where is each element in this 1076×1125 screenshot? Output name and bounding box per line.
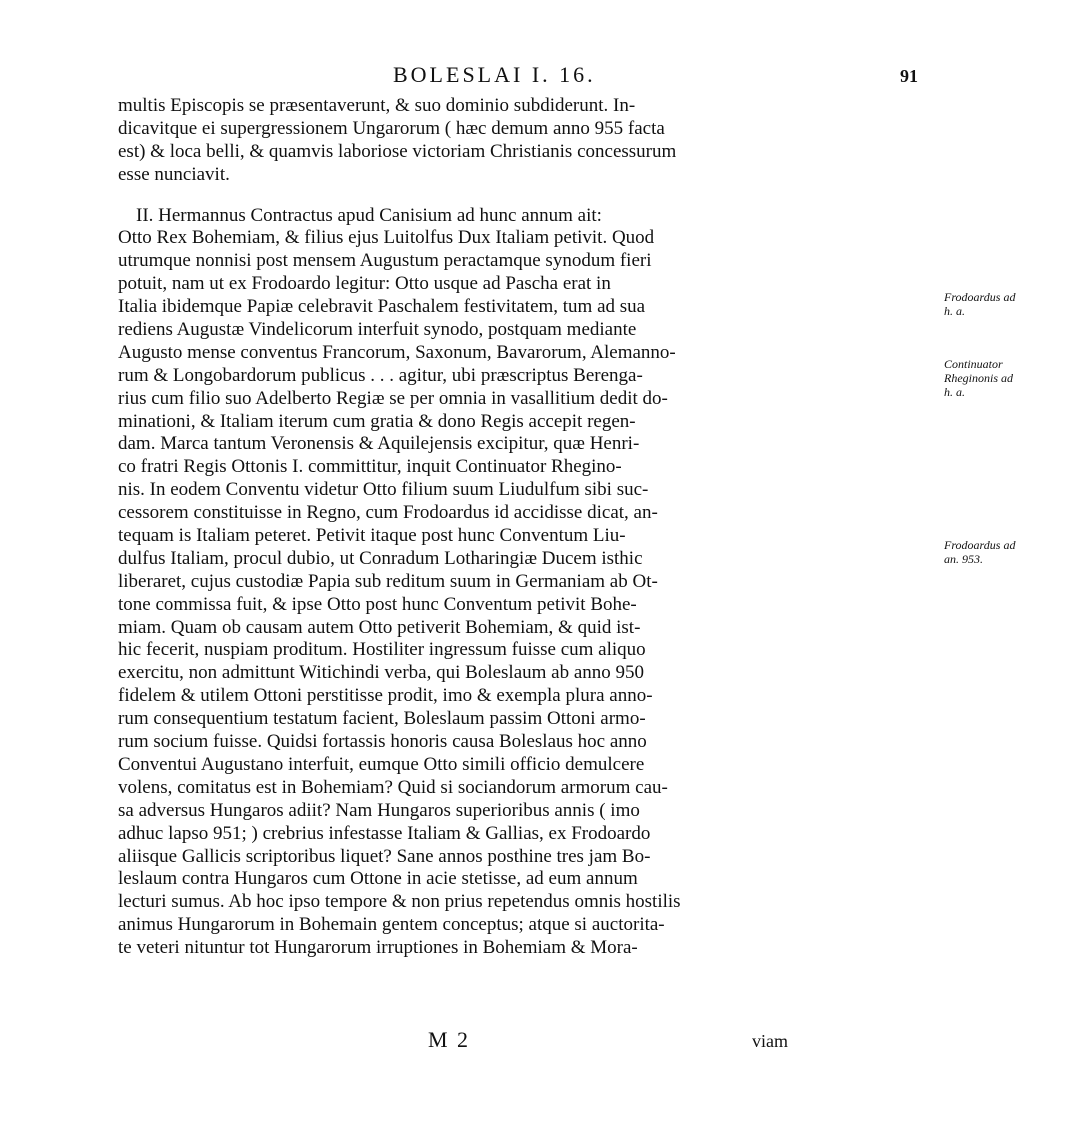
text-line: volens, comitatus est in Bohemiam? Quid si sociandorum armorum cau- [118, 776, 668, 798]
text-line: liberaret, cujus custodiæ Papia sub reditum suum in Germaniam ab Ot- [118, 570, 658, 592]
page-header [0, 62, 960, 92]
text-line: dulfus Italiam, procul dubio, ut Conradum Lotharingiæ Ducem isthic [118, 547, 643, 569]
text-line: sa adversus Hungaros adiit? Nam Hungaros superioribus annis ( imo [118, 799, 640, 821]
text-line: Augusto mense conventus Francorum, Saxonum, Bavarorum, Alemanno- [118, 341, 676, 363]
text-line: II. Hermannus Contractus apud Canisium ad hunc annum ait: [136, 204, 602, 226]
text-line: tone commissa fuit, & ipse Otto post hunc Conventum petivit Bohe- [118, 593, 637, 615]
margin-note-line: Frodoardus ad [944, 538, 1016, 552]
text-line: rum & Longobardorum publicus . . . agitur, ubi præscriptus Berenga- [118, 364, 643, 386]
margin-note-line: Rheginonis ad [944, 371, 1013, 385]
page-footer [0, 1027, 960, 1055]
text-line: cessorem constituisse in Regno, cum Frodoardus id accidisse dicat, an- [118, 502, 658, 524]
margin-note-line: h. a. [944, 385, 965, 399]
text-line: adhuc lapso 951; ) crebrius infestasse Italiam & Gallias, ex Frodoardo [118, 822, 651, 844]
text-line: co fratri Regis Ottonis I. committitur, inquit Continuator Rhegino- [118, 456, 622, 478]
margin-note-line: h. a. [944, 304, 965, 318]
margin-note-1 [944, 290, 1015, 318]
running-head: BOLESLAI I. 16. [393, 62, 596, 87]
text-line: rediens Augustæ Vindelicorum interfuit synodo, postquam mediante [118, 319, 637, 341]
text-line: miam. Quam ob causam autem Otto petiverit Bohemiam, & quid ist- [118, 616, 641, 638]
margin-note-3 [944, 538, 1015, 566]
paragraph-1 [118, 95, 828, 187]
text-line: animus Hungarorum in Bohemain gentem conceptus; atque si auctorita- [118, 914, 665, 936]
paragraph-2 [118, 205, 828, 960]
text-line: hic fecerit, nuspiam proditum. Hostiliter ingressum fuisse cum aliquo [118, 639, 646, 661]
text-line: utrumque nonnisi post mensem Augustum peractamque synodum fieri [118, 250, 652, 272]
text-line: potuit, nam ut ex Frodoardo legitur: Otto usque ad Pascha erat in [118, 273, 611, 295]
text-line: minationi, & Italiam iterum cum gratia & dono Regis accepit regen- [118, 410, 636, 432]
text-line: est) & loca belli, & quamvis laboriose victoriam Christianis concessurum [118, 140, 677, 162]
text-line: nis. In eodem Conventu videtur Otto filium suum Liudulfum sibi suc- [118, 479, 649, 501]
text-line: Italia ibidemque Papiæ celebravit Paschalem festivitatem, tum ad sua [118, 296, 646, 318]
text-line: Otto Rex Bohemiam, & filius ejus Luitolfus Dux Italiam petivit. Quod [118, 227, 655, 249]
text-line: tequam is Italiam peteret. Petivit itaque post hunc Conventum Liu- [118, 525, 626, 547]
text-line: multis Episcopis se præsentaverunt, & suo dominio subdiderunt. In- [118, 95, 636, 116]
margin-note-2 [944, 357, 1013, 399]
text-line: rius cum filio suo Adelberto Regiæ se per omnia in vasallitium dedit do- [118, 387, 668, 409]
signature-mark: M 2 [428, 1027, 471, 1052]
margin-note-line: an. 953. [944, 552, 983, 566]
text-body [118, 95, 1016, 960]
catchword: viam [752, 1031, 788, 1051]
text-line: esse nunciavit. [118, 163, 230, 185]
paragraph-gap [118, 187, 828, 205]
text-line: rum consequentium testatum facient, Boleslaum passim Ottoni armo- [118, 708, 646, 730]
text-line: aliisque Gallicis scriptoribus liquet? Sane annos posthine tres jam Bo- [118, 845, 651, 867]
text-line: fidelem & utilem Ottoni perstitisse prodit, imo & exempla plura anno- [118, 685, 653, 707]
text-line: rum socium fuisse. Quidsi fortassis honoris causa Boleslaus hoc anno [118, 731, 647, 753]
text-line: te veteri nituntur tot Hungarorum irruptiones in Bohemiam & Mora- [118, 937, 638, 959]
folio-number: 91 [900, 66, 918, 86]
margin-note-line: Frodoardus ad [944, 290, 1016, 304]
margin-note-line: Continuator [944, 357, 1003, 371]
text-line: dicavitque ei supergressionem Ungarorum ( hæc demum anno 955 facta [118, 117, 665, 139]
text-line: lecturi sumus. Ab hoc ipso tempore & non prius repetendus omnis hostilis [118, 891, 681, 913]
text-line: dam. Marca tantum Veronensis & Aquilejensis excipitur, quæ Henri- [118, 433, 640, 455]
text-line: leslaum contra Hungaros cum Ottone in acie stetisse, ad eum annum [118, 868, 638, 890]
text-line: Conventui Augustano interfuit, eumque Otto simili officio demulcere [118, 753, 645, 775]
text-line: exercitu, non admittunt Witichindi verba, qui Boleslaum ab anno 950 [118, 662, 645, 684]
